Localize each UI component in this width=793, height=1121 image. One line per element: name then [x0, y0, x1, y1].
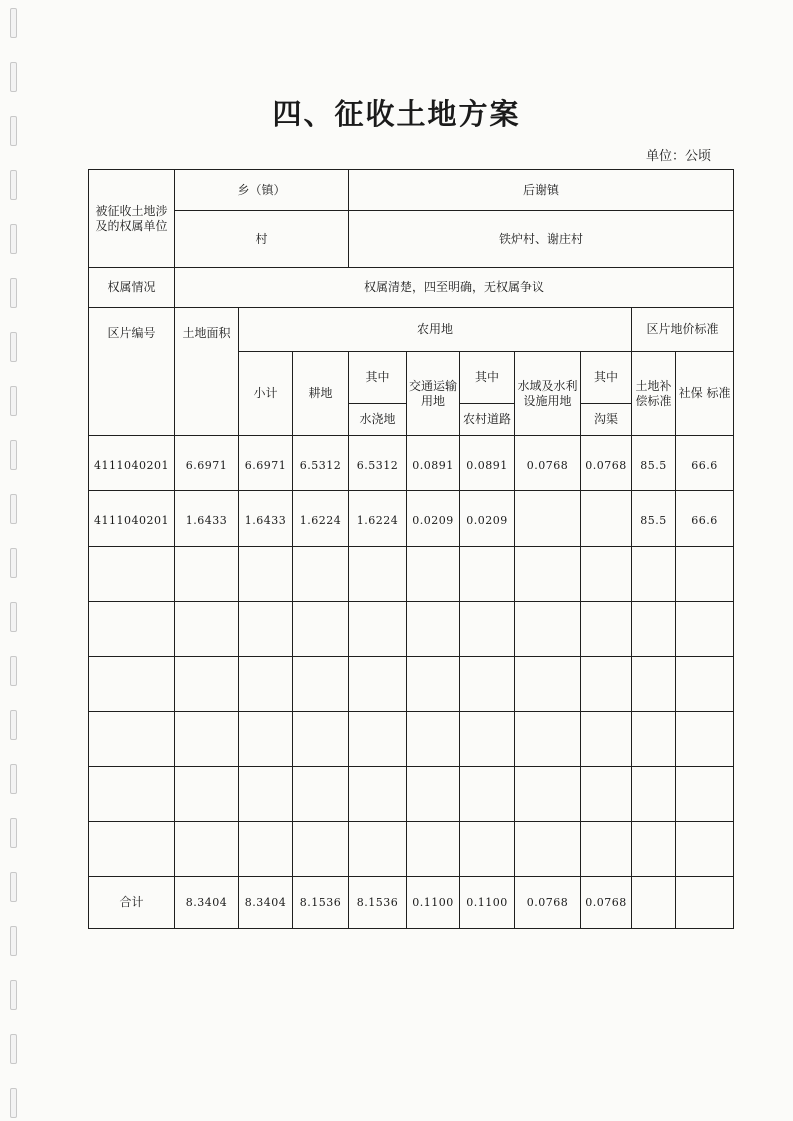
rights-value: 权属清楚，四至明确，无权属争议 [175, 268, 734, 308]
social-cell: 66.6 [676, 491, 734, 547]
subtotal-cell: 6.6971 [239, 436, 293, 491]
price-standard-header: 区片地价标准 [632, 308, 734, 352]
subtotal-cell: 1.6433 [239, 491, 293, 547]
area-cell: 1.6433 [175, 491, 239, 547]
transport-cell: 0.0891 [407, 436, 460, 491]
ditch-cell [581, 491, 632, 547]
arable-cell: 6.5312 [293, 436, 349, 491]
land-acquisition-table [88, 169, 734, 929]
total-irrigated: 8.1536 [349, 877, 407, 929]
of-which-header-2: 其中 [460, 352, 515, 404]
total-compensation [632, 877, 676, 929]
village-label: 村 [175, 211, 349, 268]
ditch-cell: 0.0768 [581, 436, 632, 491]
empty-row [89, 767, 734, 822]
of-which-header-3: 其中 [581, 352, 632, 404]
water-cell: 0.0768 [515, 436, 581, 491]
area-cell: 6.6971 [175, 436, 239, 491]
compensation-cell: 85.5 [632, 436, 676, 491]
table-row [89, 491, 734, 547]
arable-header: 耕地 [293, 352, 349, 436]
township-label: 乡（镇） [175, 170, 349, 211]
land-area-header: 土地面积 [175, 308, 239, 436]
irrigated-cell: 6.5312 [349, 436, 407, 491]
header-row-1 [89, 308, 734, 352]
total-water: 0.0768 [515, 877, 581, 929]
compensation-header: 土地补偿标准 [632, 352, 676, 436]
total-ditch: 0.0768 [581, 877, 632, 929]
page-title: 四、征收土地方案 [272, 97, 521, 131]
township-row [89, 170, 734, 211]
table-row [89, 436, 734, 491]
social-cell: 66.6 [676, 436, 734, 491]
block-no-header: 区片编号 [89, 308, 175, 436]
ownership-unit-label: 被征收土地涉及的权属单位 [89, 170, 175, 268]
unit-label: 单位：公顷 [646, 149, 712, 164]
empty-row [89, 547, 734, 602]
total-label: 合计 [89, 877, 175, 929]
water-cell [515, 491, 581, 547]
total-row [89, 877, 734, 929]
total-subtotal: 8.3404 [239, 877, 293, 929]
total-area: 8.3404 [175, 877, 239, 929]
block-id: 4111040201 [89, 436, 175, 491]
total-arable: 8.1536 [293, 877, 349, 929]
irrigated-cell: 1.6224 [349, 491, 407, 547]
block-id: 4111040201 [89, 491, 175, 547]
arable-cell: 1.6224 [293, 491, 349, 547]
transport-cell: 0.0209 [407, 491, 460, 547]
ditch-header: 沟渠 [581, 404, 632, 436]
village-value: 铁炉村、谢庄村 [349, 211, 734, 268]
agricultural-header: 农用地 [239, 308, 632, 352]
rights-label: 权属情况 [89, 268, 175, 308]
township-value: 后谢镇 [349, 170, 734, 211]
transport-header: 交通运输用地 [407, 352, 460, 436]
total-rural-road: 0.1100 [460, 877, 515, 929]
village-row [89, 211, 734, 268]
rural-road-cell: 0.0209 [460, 491, 515, 547]
compensation-cell: 85.5 [632, 491, 676, 547]
irrigated-header: 水浇地 [349, 404, 407, 436]
binding-holes [6, 0, 24, 1121]
rights-row [89, 268, 734, 308]
subtotal-header: 小计 [239, 352, 293, 436]
empty-row [89, 602, 734, 657]
social-security-header: 社保 标准 [676, 352, 734, 436]
empty-row [89, 822, 734, 877]
empty-row [89, 657, 734, 712]
rural-road-header: 农村道路 [460, 404, 515, 436]
water-header: 水域及水利设施用地 [515, 352, 581, 436]
total-social [676, 877, 734, 929]
total-transport: 0.1100 [407, 877, 460, 929]
rural-road-cell: 0.0891 [460, 436, 515, 491]
empty-row [89, 712, 734, 767]
of-which-header-1: 其中 [349, 352, 407, 404]
